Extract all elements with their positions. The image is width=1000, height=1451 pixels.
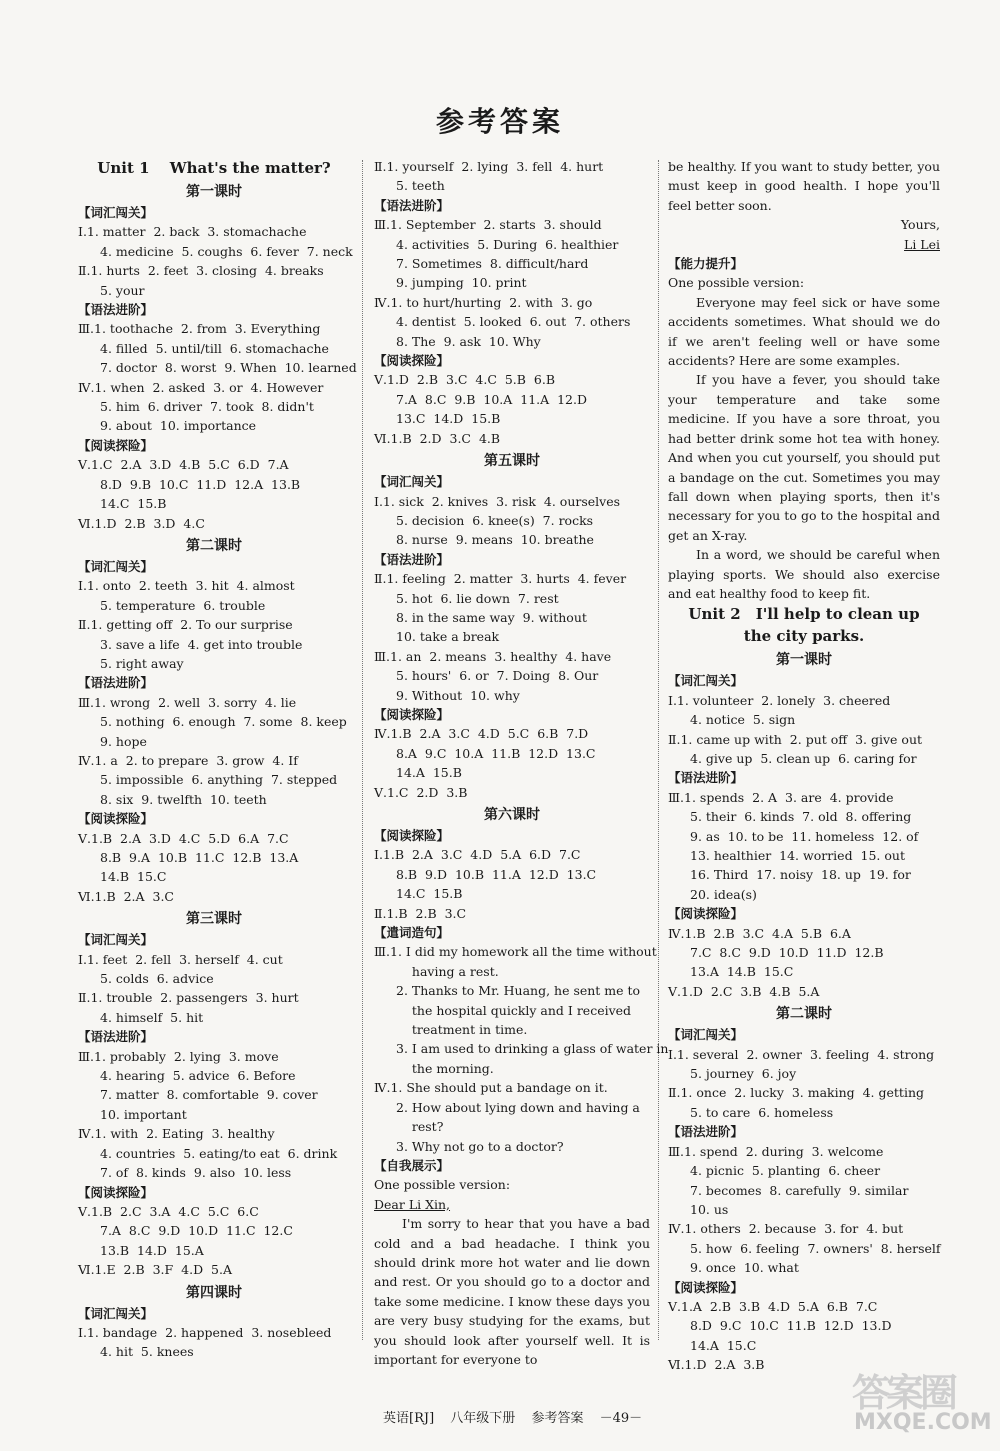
section-label: 【遣词造句】	[374, 925, 450, 941]
section-label: 【词汇闯关】	[374, 474, 450, 490]
answer-line: Ⅱ.1. feeling 2. matter 3. hurts 4. fever	[374, 571, 627, 587]
page-footer	[383, 1407, 654, 1426]
column-divider	[362, 160, 363, 1340]
answer-line: 5. colds 6. advice	[100, 971, 214, 987]
answer-line: 7.A 8.C 9.D 10.D 11.C 12.C	[100, 1223, 293, 1239]
answer-line: 5. how 6. feeling 7. owners' 8. herself	[690, 1240, 941, 1256]
answer-line: Ⅴ.1.C 2.D 3.B	[374, 784, 468, 800]
section-label: 【语法进阶】	[78, 302, 154, 318]
answer-line: 4. countries 5. eating/to eat 6. drink	[100, 1145, 338, 1161]
section-label: 【语法进阶】	[374, 197, 450, 213]
answer-line: 9. once 10. what	[690, 1260, 799, 1276]
section-label: 【语法进阶】	[374, 551, 450, 567]
answer-line: Ⅱ.1. trouble 2. passengers 3. hurt	[78, 990, 299, 1006]
answer-line: 20. idea(s)	[690, 886, 757, 902]
unit-heading: Unit 2 I'll help to clean up	[688, 605, 920, 624]
answer-line: Ⅲ.1. an 2. means 3. healthy 4. have	[374, 648, 612, 664]
answer-line: 3. I am used to drinking a glass of water in	[396, 1041, 669, 1057]
section-label: 【语法进阶】	[668, 1124, 744, 1140]
answer-line: 7. Sometimes 8. difficult/hard	[396, 256, 589, 272]
answer-line: having a rest.	[396, 963, 499, 979]
section-label: 【词汇闯关】	[78, 205, 154, 220]
answer-line: Ⅰ.1. volunteer 2. lonely 3. cheered	[668, 692, 891, 708]
unit-heading: the city parks.	[743, 627, 865, 646]
lesson-heading: 第三课时	[186, 911, 242, 928]
answer-line: 13.C 14.D 15.B	[396, 411, 501, 427]
answer-line: 13. healthier 14. worried 15. out	[690, 848, 905, 863]
answer-line: treatment in time.	[396, 1022, 528, 1038]
answer-line: 10. us	[690, 1201, 729, 1217]
answer-line: Ⅵ.1.B 2.D 3.C 4.B	[374, 430, 501, 446]
section-label: 【阅读探险】	[78, 437, 154, 453]
section-label: 【词汇闯关】	[78, 558, 154, 574]
lesson-heading: 第五课时	[484, 453, 540, 470]
answer-line: Ⅱ.1.B 2.B 3.C	[374, 905, 467, 921]
answer-line: 4. picnic 5. planting 6. cheer	[690, 1163, 881, 1179]
essay-paragraph: Everyone may feel sick or have some accidents sometimes. What should we do if we aren't feeling well or have some accidents? Here are some examples.	[668, 294, 940, 369]
letter-salutation: Dear Li Xin,	[374, 1196, 451, 1212]
answer-line: Ⅱ.1. came up with 2. put off 3. give out	[668, 731, 923, 747]
answer-line: Ⅱ.1. getting off 2. To our surprise	[78, 617, 293, 633]
section-label: 【语法进阶】	[78, 675, 154, 691]
answer-line: Ⅲ.1. toothache 2. from 3. Everything	[78, 321, 321, 337]
answer-line: rest?	[396, 1119, 444, 1135]
page-number: －49－	[599, 1411, 643, 1426]
answer-line: 5. their 6. kinds 7. old 8. offering	[690, 809, 912, 825]
answer-line: Ⅳ.1. others 2. because 3. for 4. but	[668, 1221, 904, 1237]
answer-line: 9. about 10. importance	[100, 418, 257, 434]
lesson-heading: 第四课时	[186, 1284, 242, 1301]
answer-line: 13.B 14.D 15.A	[100, 1242, 204, 1258]
answer-line: 5. temperature 6. trouble	[100, 597, 266, 613]
answer-line: Ⅲ.1. spend 2. during 3. welcome	[668, 1143, 884, 1159]
answer-line: Ⅳ.1. a 2. to prepare 3. grow 4. If	[78, 752, 298, 768]
answer-line: Ⅳ.1.B 2.B 3.C 4.A 5.B 6.A	[668, 925, 851, 941]
answer-line: Ⅱ.1. once 2. lucky 3. making 4. getting	[668, 1085, 924, 1101]
answer-line: 2. How about lying down and having a	[396, 1099, 640, 1115]
answer-line: Ⅰ.1. onto 2. teeth 3. hit 4. almost	[78, 578, 295, 594]
section-label: 【词汇闯关】	[78, 1305, 154, 1321]
answer-line: 8. in the same way 9. without	[396, 609, 587, 625]
answer-column-right	[668, 157, 940, 1375]
essay-paragraph: I'm sorry to hear that you have a bad cold and a bad headache. I think you should drink more hot water and lie down and rest. Or you should go to a doctor and take some medicine. I know these days you are very busy studying for the exams, but you should look after yourself well. It is important for everyone to	[374, 1216, 650, 1367]
answer-line: Ⅵ.1.E 2.B 3.F 4.D 5.A	[78, 1262, 232, 1278]
answer-line: Ⅴ.1.C 2.A 3.D 4.B 5.C 6.D 7.A	[78, 457, 289, 473]
answer-line: 3. save a life 4. get into trouble	[100, 636, 303, 652]
answer-line: Ⅲ.1. spends 2. A 3. are 4. provide	[668, 789, 894, 805]
section-label: 【阅读探险】	[78, 1184, 154, 1200]
answer-line: Ⅲ.1. I did my homework all the time without	[374, 944, 657, 960]
answer-line: 4. medicine 5. coughs 6. fever 7. neck	[100, 243, 353, 259]
answer-line: 14.B 15.C	[100, 869, 167, 885]
answer-line: 9. as 10. to be 11. homeless 12. of	[690, 828, 919, 844]
answer-column-left	[78, 157, 357, 1362]
answer-line: 8. The 9. ask 10. Why	[396, 333, 541, 349]
answer-line: the hospital quickly and I received	[396, 1002, 632, 1018]
answer-line: 4. notice 5. sign	[690, 712, 796, 728]
footer-subject: 英语[RJ]	[383, 1411, 435, 1426]
answer-line: 4. himself 5. hit	[100, 1009, 204, 1025]
answer-line: the morning.	[396, 1060, 494, 1076]
answer-line: 5. him 6. driver 7. took 8. didn't	[100, 399, 314, 415]
answer-line: Ⅱ.1. yourself 2. lying 3. fell 4. hurt	[374, 159, 604, 174]
section-label: 【语法进阶】	[668, 770, 744, 786]
answer-line: 5. impossible 6. anything 7. stepped	[100, 772, 338, 788]
answer-line: Ⅳ.1.B 2.A 3.C 4.D 5.C 6.B 7.D	[374, 726, 589, 742]
answer-line: 7.C 8.C 9.D 10.D 11.D 12.B	[690, 945, 884, 961]
section-label: 【自我展示】	[374, 1157, 450, 1173]
section-label: 【阅读探险】	[668, 906, 744, 922]
lesson-heading: 第二课时	[776, 1006, 832, 1023]
answer-line: 13.A 14.B 15.C	[690, 964, 794, 980]
answer-line: Ⅰ.1. feet 2. fell 3. herself 4. cut	[78, 951, 283, 967]
answer-line: 3. Why not go to a doctor?	[396, 1138, 564, 1154]
section-label: 【词汇闯关】	[668, 673, 744, 689]
answer-line: Ⅵ.1.B 2.A 3.C	[78, 888, 174, 904]
answer-line: Ⅲ.1. September 2. starts 3. should	[374, 217, 602, 233]
answer-line: Ⅴ.1.D 2.C 3.B 4.B 5.A	[668, 983, 820, 999]
answer-line: 5. decision 6. knee(s) 7. rocks	[396, 512, 594, 528]
lesson-heading: 第二课时	[186, 537, 242, 554]
answer-line: 5. nothing 6. enough 7. some 8. keep	[100, 714, 347, 730]
answer-line: 7. matter 8. comfortable 9. cover	[100, 1087, 318, 1103]
section-label: 【语法进阶】	[78, 1029, 154, 1045]
answer-line: 8.B 9.A 10.B 11.C 12.B 13.A	[100, 850, 299, 865]
answer-line: 5. hours' 6. or 7. Doing 8. Our	[396, 668, 599, 684]
answer-line: 4. dentist 5. looked 6. out 7. others	[396, 314, 631, 330]
answer-line: 4. activities 5. During 6. healthier	[396, 236, 619, 252]
lesson-heading: 第六课时	[484, 807, 540, 823]
answer-line: 8.D 9.B 10.C 11.D 12.A 13.B	[100, 476, 301, 492]
answer-line: 4. give up 5. clean up 6. caring for	[690, 750, 917, 766]
answer-line: 4. hit 5. knees	[100, 1344, 194, 1360]
answer-line: 2. Thanks to Mr. Huang, he sent me to	[396, 983, 641, 999]
answer-line: Ⅵ.1.D 2.A 3.B	[668, 1357, 765, 1373]
answer-line: Ⅲ.1. probably 2. lying 3. move	[78, 1048, 279, 1064]
section-label: 【阅读探险】	[374, 828, 450, 843]
answer-line: Ⅰ.1. bandage 2. happened 3. nosebleed	[78, 1324, 332, 1340]
answer-line: Ⅴ.1.B 2.A 3.D 4.C 5.D 6.A 7.C	[78, 830, 289, 846]
answer-line: Ⅴ.1.B 2.C 3.A 4.C 5.C 6.C	[78, 1203, 259, 1219]
answer-line: 5. journey 6. joy	[690, 1066, 797, 1082]
essay-paragraph: In a word, we should be careful when playing sports. We should also exercise and eat healthy food to keep fit.	[668, 547, 940, 601]
answer-line: Ⅰ.1. several 2. owner 3. feeling 4. strong	[668, 1046, 935, 1062]
answer-line: One possible version:	[374, 1177, 511, 1193]
lesson-heading: 第一课时	[186, 184, 242, 200]
answer-line: 10. important	[100, 1106, 187, 1122]
answer-line: 8. nurse 9. means 10. breathe	[396, 532, 594, 548]
answer-line: 14.A 15.B	[396, 765, 462, 781]
section-label: 【词汇闯关】	[668, 1027, 744, 1043]
answer-line: 7. of 8. kinds 9. also 10. less	[100, 1165, 292, 1181]
answer-line: 5. right away	[100, 655, 184, 671]
answer-line: 5. hot 6. lie down 7. rest	[396, 590, 559, 606]
answer-line: Ⅳ.1. when 2. asked 3. or 4. However	[78, 379, 324, 395]
answer-line: 4. filled 5. until/till 6. stomachache	[100, 340, 329, 356]
answer-line: 4. hearing 5. advice 6. Before	[100, 1068, 296, 1084]
letter-closing: Yours,	[900, 217, 940, 233]
lesson-heading: 第一课时	[776, 652, 832, 669]
answer-line: 9. hope	[100, 733, 147, 749]
answer-line: 14.A 15.C	[690, 1337, 757, 1353]
section-label: 【阅读探险】	[668, 1279, 744, 1295]
answer-line: 8. six 9. twelfth 10. teeth	[100, 791, 267, 807]
answer-line: Ⅴ.1.A 2.B 3.B 4.D 5.A 6.B 7.C	[668, 1298, 878, 1314]
watermark-sub: MXQE.COM	[854, 1410, 992, 1435]
answer-line: 7. becomes 8. carefully 9. similar	[690, 1182, 909, 1198]
answer-line: 5. to care 6. homeless	[690, 1104, 834, 1120]
answer-line: 8.B 9.D 10.B 11.A 12.D 13.C	[396, 866, 597, 882]
column-divider	[658, 160, 659, 1340]
answer-line: 14.C 15.B	[100, 496, 167, 512]
watermark-main: 答案圈	[852, 1371, 955, 1415]
answer-line: Ⅴ.1.D 2.B 3.C 4.C 5.B 6.B	[374, 372, 555, 388]
answer-line: Ⅰ.1. matter 2. back 3. stomachache	[78, 224, 307, 240]
answer-line: One possible version:	[668, 275, 805, 291]
answer-line: Ⅰ.1.B 2.A 3.C 4.D 5.A 6.D 7.C	[374, 847, 581, 863]
answer-line: 7.A 8.C 9.B 10.A 11.A 12.D	[396, 391, 588, 407]
answer-line: Ⅵ.1.D 2.B 3.D 4.C	[78, 515, 205, 531]
answer-line: 5. your	[100, 282, 145, 298]
answer-line: Ⅳ.1. with 2. Eating 3. healthy	[78, 1126, 275, 1142]
section-label: 【阅读探险】	[374, 706, 450, 722]
essay-paragraph: be healthy. If you want to study better, you must keep in good health. I hope you'll feel better soon.	[668, 159, 940, 213]
answer-column-middle	[374, 157, 669, 1369]
watermark-logo	[852, 1362, 992, 1435]
answer-line: 9. jumping 10. print	[396, 275, 527, 291]
section-label: 【词汇闯关】	[78, 932, 154, 948]
section-label: 【阅读探险】	[374, 353, 450, 369]
footer-label: 参考答案	[531, 1411, 584, 1426]
section-label: 【能力提升】	[668, 256, 744, 272]
answer-line: 8.A 9.C 10.A 11.B 12.D 13.C	[396, 745, 596, 761]
letter-signature: Li Lei	[904, 236, 940, 252]
essay-paragraph: If you have a fever, you should take your temperature and take some medicine. If you have a sore throat, you had better drink some hot tea with honey. And when you cut yourself, you should put a bandage on the cut. Sometimes you may fall down when playing sports, then it's necessary for you to go to the hospital and get an X-ray.	[668, 372, 940, 543]
answer-line: Ⅲ.1. wrong 2. well 3. sorry 4. lie	[78, 694, 297, 710]
answer-line: Ⅰ.1. sick 2. knives 3. risk 4. ourselves	[374, 493, 621, 509]
answer-line: Ⅳ.1. She should put a bandage on it.	[374, 1080, 608, 1096]
page-title: 参考答案	[435, 105, 564, 138]
section-label: 【阅读探险】	[78, 811, 154, 827]
answer-line: 9. Without 10. why	[396, 687, 520, 703]
answer-line: 14.C 15.B	[396, 886, 463, 902]
answer-line: Ⅳ.1. to hurt/hurting 2. with 3. go	[374, 294, 593, 310]
answer-line: 8.D 9.C 10.C 11.B 12.D 13.D	[690, 1318, 892, 1334]
answer-line: 16. Third 17. noisy 18. up 19. for	[690, 867, 911, 883]
answer-line: 10. take a break	[396, 629, 500, 645]
answer-line: Ⅱ.1. hurts 2. feet 3. closing 4. breaks	[78, 263, 324, 279]
answer-line: 5. teeth	[396, 178, 445, 194]
footer-grade: 八年级下册	[450, 1411, 516, 1426]
answer-line: 7. doctor 8. worst 9. When 10. learned	[100, 360, 357, 376]
unit-heading: Unit 1 What's the matter?	[97, 159, 331, 177]
